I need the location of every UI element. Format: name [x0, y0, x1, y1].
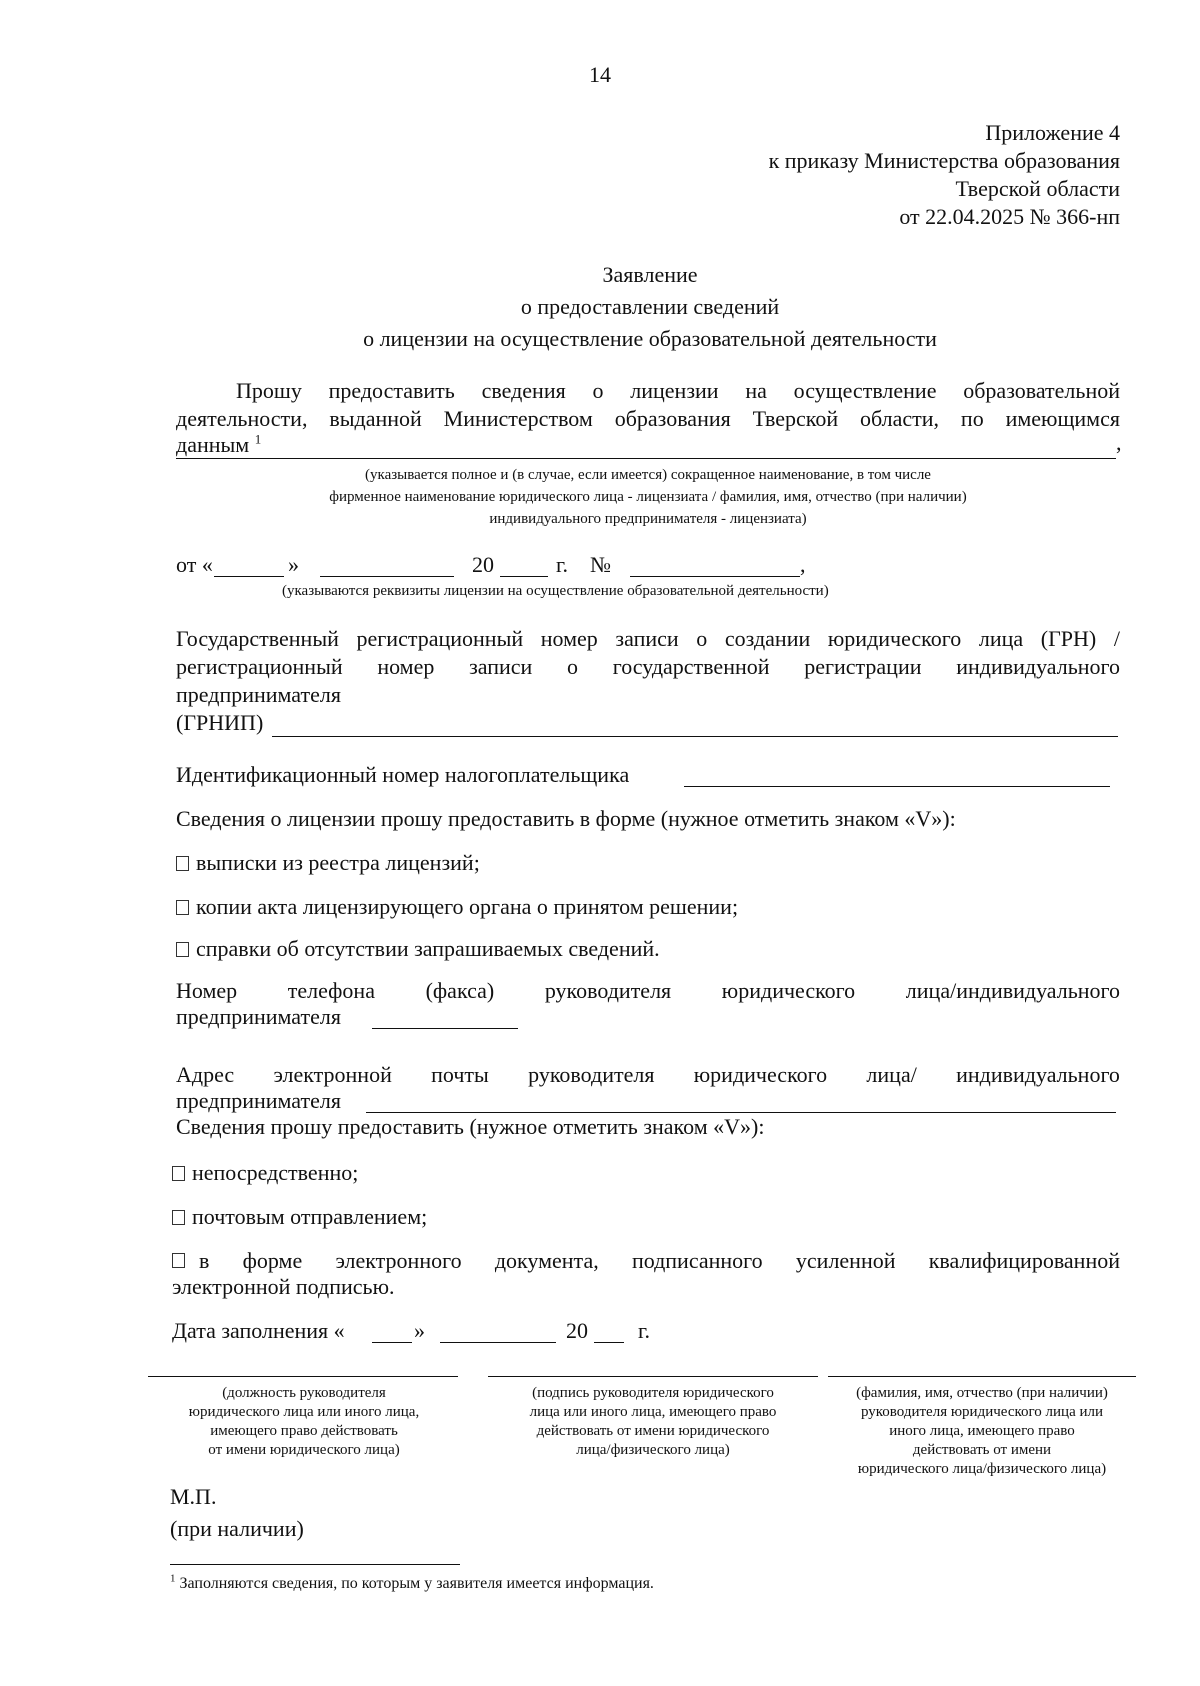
delivery-option-mail-label: почтовым отправлением; [192, 1204, 428, 1229]
position-caption-line: имеющего право действовать [210, 1423, 398, 1439]
license-number-sign: № [590, 552, 611, 577]
request-line-1: Прошу предоставить сведения о лицензии на осуществление образовательной [236, 378, 1120, 403]
licensee-name-field[interactable] [176, 458, 1116, 459]
stamp-label: М.П. [170, 1484, 217, 1509]
license-from-label: от « [176, 552, 213, 577]
signature-caption-line: лица или иного лица, имеющего право [529, 1404, 777, 1420]
form-heading: Сведения о лицензии прошу предоставить в форме (нужное отметить знаком «V»): [176, 806, 956, 831]
form-option-act-copy[interactable] [176, 894, 738, 920]
full-name-caption-line: (фамилия, имя, отчество (при наличии) [856, 1385, 1108, 1401]
phone-line-1 [176, 978, 1120, 1004]
license-number-field[interactable] [630, 576, 800, 577]
delivery-option-electronic-line-2: электронной подписью. [172, 1274, 395, 1299]
request-line-2: деятельности, выданной Министерством образования Тверской области, по имеющимся [176, 406, 1120, 431]
fill-date-close-quote: » [414, 1318, 425, 1343]
fill-year-field[interactable] [594, 1342, 624, 1343]
request-data-word: данным [176, 432, 250, 457]
phone-word: телефона [287, 978, 375, 1003]
form-option-certificate[interactable] [176, 936, 660, 962]
phone-line-2: предпринимателя [176, 1004, 341, 1029]
email-word: руководителя [528, 1062, 655, 1087]
request-line-3 [176, 432, 261, 458]
licensee-hint-line-1: (указывается полное и (в случае, если имеется) сокращенное наименование, в том числе [365, 467, 931, 483]
licensee-hint-line-2: фирменное наименование юридического лица - лицензиата / фамилия, имя, отчество (при наличии) [329, 489, 967, 505]
footnote-reference: 1 [254, 431, 262, 447]
grn-line-3: предпринимателя [176, 682, 341, 707]
form-option-extract-label: выписки из реестра лицензий; [196, 850, 480, 875]
email-word: почты [431, 1062, 489, 1087]
email-word: индивидуального [956, 1062, 1120, 1087]
full-name-caption-line: действовать от имени [912, 1442, 1052, 1458]
footnote [170, 1574, 654, 1594]
stamp-note: (при наличии) [170, 1516, 304, 1541]
license-month-field[interactable] [320, 576, 454, 577]
signature-caption-line: (подпись руководителя юридического [532, 1385, 774, 1401]
appendix-line-1: Приложение 4 [985, 120, 1120, 145]
signature-caption [486, 1384, 820, 1460]
grn-line-1: Государственный регистрационный номер записи о создании юридического лица (ГРН) / [176, 626, 1120, 651]
licensee-hint-line-3: индивидуального предпринимателя - лицензиата) [489, 511, 807, 527]
form-option-act-copy-label: копии акта лицензирующего органа о принятом решении; [196, 894, 739, 919]
position-signature-line[interactable] [148, 1376, 458, 1377]
footnote-divider [170, 1564, 460, 1565]
phone-word: юридического [721, 978, 856, 1003]
grn-field[interactable] [272, 736, 1118, 737]
form-option-certificate-label: справки об отсутствии запрашиваемых сведений. [196, 936, 660, 961]
position-caption-line: (должность руководителя [222, 1385, 386, 1401]
full-name-signature-line[interactable] [828, 1376, 1136, 1377]
license-year-suffix: г. [556, 552, 569, 577]
position-caption-line: юридического лица или иного лица, [188, 1404, 420, 1420]
delivery-option-mail[interactable] [172, 1204, 427, 1230]
email-word: Адрес [176, 1062, 235, 1087]
footnote-text: Заполняются сведения, по которым у заявителя имеется информация. [179, 1575, 654, 1592]
title-line-3: о лицензии на осуществление образовательной деятельности [363, 326, 937, 351]
delivery-option-direct[interactable] [172, 1160, 358, 1186]
email-word: юридического [693, 1062, 828, 1087]
phone-word: Номер [176, 978, 238, 1003]
delivery-heading: Сведения прошу предоставить (нужное отметить знаком «V»): [176, 1114, 765, 1139]
full-name-caption-line: иного лица, имеющего право [889, 1423, 1075, 1439]
phone-word: лица/индивидуального [905, 978, 1120, 1003]
email-line-1 [176, 1062, 1120, 1088]
checkbox-electronic[interactable] [172, 1253, 185, 1268]
page-number: 14 [589, 62, 611, 87]
form-option-extract[interactable] [176, 850, 480, 876]
position-caption [148, 1384, 460, 1460]
signature-caption-line: действовать от имени юридического [536, 1423, 770, 1439]
position-caption-line: от имени юридического лица) [208, 1442, 400, 1458]
appendix-line-3: Тверской области [955, 176, 1120, 201]
fill-date-year-prefix: 20 [566, 1318, 588, 1343]
inn-field[interactable] [684, 786, 1110, 787]
signature-caption-line: лица/физического лица) [576, 1442, 730, 1458]
license-comma: , [800, 552, 806, 577]
footnote-mark: 1 [170, 1572, 176, 1585]
license-year-field[interactable] [500, 576, 548, 577]
email-word: электронной [273, 1062, 392, 1087]
email-word: лица/ [866, 1062, 917, 1087]
license-details-hint: (указываются реквизиты лицензии на осуществление образовательной деятельности) [282, 583, 829, 599]
grn-line-2: регистрационный номер записи о государственной регистрации индивидуального [176, 654, 1120, 679]
title-line-1: Заявление [602, 262, 698, 287]
checkbox-direct[interactable] [172, 1166, 185, 1181]
delivery-option-electronic[interactable] [172, 1248, 1120, 1274]
email-line-2: предпринимателя [176, 1088, 341, 1113]
fill-date-year-suffix: г. [638, 1318, 651, 1343]
inn-label: Идентификационный номер налогоплательщика [176, 762, 630, 787]
signature-line[interactable] [488, 1376, 818, 1377]
grn-line-4: (ГРНИП) [176, 710, 264, 735]
appendix-line-4: от 22.04.2025 № 366-нп [899, 204, 1120, 229]
full-name-caption-line: руководителя юридического лица или [860, 1404, 1104, 1420]
full-name-caption [826, 1384, 1138, 1479]
license-day-field[interactable] [214, 576, 284, 577]
email-field[interactable] [366, 1112, 1116, 1113]
full-name-caption-line: юридического лица/физического лица) [857, 1461, 1107, 1477]
fill-month-field[interactable] [440, 1342, 556, 1343]
fill-date-label: Дата заполнения « [172, 1318, 345, 1343]
checkbox-certificate[interactable] [176, 942, 189, 957]
delivery-option-direct-label: непосредственно; [192, 1160, 359, 1185]
phone-word: руководителя [544, 978, 672, 1003]
phone-field[interactable] [372, 1028, 518, 1029]
appendix-line-2: к приказу Министерства образования [768, 148, 1120, 173]
title-line-2: о предоставлении сведений [520, 294, 780, 319]
checkbox-act-copy[interactable] [176, 900, 189, 915]
license-year-prefix: 20 [472, 552, 494, 577]
request-comma: , [1116, 430, 1122, 455]
license-close-quote: » [288, 552, 299, 577]
delivery-option-electronic-line-1: в форме электронного документа, подписанного усиленной квалифицированной [199, 1248, 1120, 1273]
checkbox-mail[interactable] [172, 1210, 185, 1225]
checkbox-extract[interactable] [176, 856, 189, 871]
phone-word: (факса) [425, 978, 495, 1003]
fill-day-field[interactable] [372, 1342, 412, 1343]
